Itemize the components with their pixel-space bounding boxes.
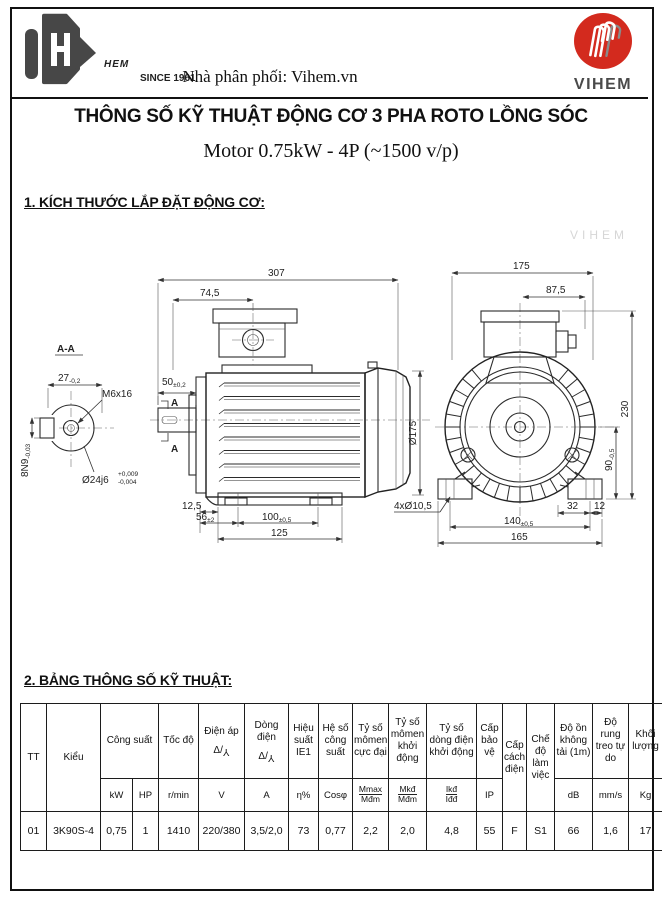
header xyxy=(12,9,648,99)
spec-col-unit: η% xyxy=(289,779,319,812)
fin-line xyxy=(219,397,224,401)
fin-line xyxy=(576,401,590,406)
spec-table xyxy=(20,703,662,851)
dim-side-100: $100_{\pm 0,5}$ xyxy=(262,512,292,524)
fin-line xyxy=(559,473,569,484)
fin-line xyxy=(455,390,468,398)
dim-side-foot-length: 125 xyxy=(271,528,288,539)
spec-cell-value: F xyxy=(503,812,527,851)
fin-line xyxy=(219,424,224,428)
spec-col-title: Cấp bảo vệ xyxy=(477,704,503,779)
section-2-heading: 2. BẢNG THÔNG SỐ KỸ THUẬT: xyxy=(24,672,232,688)
spec-cell-value: 220/380 xyxy=(199,812,245,851)
fin-line xyxy=(559,370,569,381)
document-title: THÔNG SỐ KỸ THUẬT ĐỘNG CƠ 3 PHA ROTO LỒNG SÓC xyxy=(74,106,588,127)
spec-cell-value: 0,75 xyxy=(101,812,133,851)
spec-cell-value: 4,8 xyxy=(427,812,477,851)
spec-col-title: Tỷ số mômen khởi động xyxy=(389,704,427,779)
vihem-logo-text: VIHEM xyxy=(573,76,633,93)
spec-col-title: Hiệu suất IE1 xyxy=(289,704,319,779)
spec-cell-value: 55 xyxy=(477,812,503,851)
dim-front-holes: 4xØ10,5 xyxy=(394,501,432,512)
fin-line xyxy=(219,383,224,387)
spec-cell-value: 3K90S-4 xyxy=(47,812,101,851)
spec-cell-value: 17 xyxy=(629,812,662,851)
spec-cell-value: 0,77 xyxy=(319,812,353,851)
spec-col-title: Điện áp Δ/Y xyxy=(199,704,245,779)
spec-col-title: Kiểu xyxy=(47,704,101,812)
dim-aa-shaft-tol-minus: -0,004 xyxy=(118,479,137,486)
fin-line xyxy=(219,478,224,482)
spec-col-unit: IP xyxy=(477,779,503,812)
fin-line xyxy=(219,464,224,468)
dim-front-12: 12 xyxy=(594,501,606,512)
spec-col-unit: dB xyxy=(555,779,593,812)
fin-line xyxy=(450,401,464,406)
dim-front-32: 32 xyxy=(567,501,579,512)
spec-col-unit: V xyxy=(199,779,245,812)
side-view xyxy=(150,268,430,543)
dim-aa-key: $8N9_{-0,03}$ xyxy=(20,443,32,477)
dim-front-base-width: 165 xyxy=(511,532,528,543)
spec-col-title: Dòng điện Δ/Y xyxy=(245,704,289,779)
spec-col-title: Hệ số công suất xyxy=(319,704,353,779)
dim-front-width: 175 xyxy=(513,261,530,272)
fin-line xyxy=(446,437,461,440)
fin-line xyxy=(446,414,461,417)
motor-subtitle: Motor 0.75kW - 4P (~1500 v/p) xyxy=(203,140,459,162)
spec-col-unit: $\frac{Mmax}{\text{Mđm}}$ xyxy=(353,779,389,812)
spec-col-unit: kW xyxy=(101,779,133,812)
dim-aa-shaft-dia: Ø24j6 xyxy=(82,475,109,486)
distributor-text: Nhà phân phối: Vihem.vn xyxy=(182,67,358,86)
section-aa-label: A-A xyxy=(57,344,75,355)
section-aa-view xyxy=(20,344,138,486)
fin-line xyxy=(541,483,546,497)
hem-since-text: SINCE 1961 xyxy=(140,73,196,84)
fin-line xyxy=(219,437,224,441)
dim-side-box-offset: 74,5 xyxy=(200,288,220,299)
spec-col-unit: mm/s xyxy=(593,779,629,812)
spec-col-title: Tốc độ xyxy=(159,704,199,779)
section-mark-bottom: A xyxy=(171,444,179,455)
spec-cell-value: 3,5/2,0 xyxy=(245,812,289,851)
spec-col-title: Tỷ số mômen cực đại xyxy=(353,704,389,779)
hem-logo-text: HEM xyxy=(104,59,130,70)
dim-side-56: $56_{\pm 2}$ xyxy=(196,512,215,524)
fin-line xyxy=(579,414,594,417)
fin-line xyxy=(219,410,224,414)
spec-col-title: Tỷ số dòng điện khởi động xyxy=(427,704,477,779)
dim-aa-shaft-tol-plus: +0,009 xyxy=(118,471,139,478)
dimension-drawing xyxy=(10,225,652,660)
spec-col-unit: $\frac{\text{Ikđ}}{\text{Iđđ}}$ xyxy=(427,779,477,812)
dim-front-box: 87,5 xyxy=(546,285,566,296)
spec-col-unit: $\frac{\text{Mkđ}}{\text{Mđm}}$ xyxy=(389,779,427,812)
spec-col-title: Độ ồn không tải (1m) xyxy=(555,704,593,779)
dim-front-axis-height: $90_{-0,5}$ xyxy=(604,448,616,471)
spec-cell-value: 1410 xyxy=(159,812,199,851)
dim-aa-width: $27_{-0,2}$ xyxy=(58,373,81,385)
vihem-logo-icon xyxy=(571,11,635,73)
fin-line xyxy=(566,379,577,389)
spec-col-unit: Cosφ xyxy=(319,779,353,812)
dim-front-hole-span: $140_{\pm 0,5}$ xyxy=(504,516,534,528)
section-1-heading: 1. KÍCH THƯỚC LẮP ĐẶT ĐỘNG CƠ: xyxy=(24,194,265,210)
fin-line xyxy=(472,370,482,381)
spec-cell-value: 1 xyxy=(133,812,159,851)
spec-col-title: Độ rung treo tự do xyxy=(593,704,629,779)
fin-line xyxy=(507,486,510,501)
fin-line xyxy=(483,479,491,492)
front-view xyxy=(394,261,636,547)
spec-cell-value: 01 xyxy=(21,812,47,851)
fin-line xyxy=(219,451,224,455)
spec-col-unit: A xyxy=(245,779,289,812)
fin-line xyxy=(572,390,585,398)
fin-line xyxy=(579,437,594,440)
spec-col-unit: r/min xyxy=(159,779,199,812)
spec-cell-value: 73 xyxy=(289,812,319,851)
spec-col-unit: HP xyxy=(133,779,159,812)
spec-cell-value: 2,0 xyxy=(389,812,427,851)
dim-side-foot-front: 12,5 xyxy=(182,501,202,512)
dim-front-height: 230 xyxy=(620,400,631,418)
dim-side-shaft-length: $50_{\pm 0,2}$ xyxy=(162,377,186,389)
spec-col-title: Công suất xyxy=(101,704,159,779)
dim-side-total: 307 xyxy=(268,268,285,279)
spec-cell-value: 66 xyxy=(555,812,593,851)
fin-line xyxy=(472,473,482,484)
fin-line xyxy=(550,479,558,492)
spec-cell-value: 2,2 xyxy=(353,812,389,851)
vihem-watermark: VIHEM xyxy=(570,228,629,242)
fin-line xyxy=(566,466,577,476)
spec-col-title: Cấp cách điện xyxy=(503,704,527,812)
fin-line xyxy=(530,486,533,501)
fin-line xyxy=(494,483,499,497)
spec-cell-value: 1,6 xyxy=(593,812,629,851)
dim-side-frame-dia: Ø175 xyxy=(408,420,419,446)
spec-col-title: Khối lượng xyxy=(629,704,662,779)
spec-col-title: TT xyxy=(21,704,47,812)
dim-aa-screw: M6x16 xyxy=(102,389,133,400)
fin-line xyxy=(463,379,474,389)
spec-col-title: Chế độ làm việc xyxy=(527,704,555,812)
spec-col-unit: Kg xyxy=(629,779,662,812)
vihem-logo xyxy=(564,11,642,94)
fin-line xyxy=(463,466,474,476)
spec-cell-value: S1 xyxy=(527,812,555,851)
section-mark-top: A xyxy=(171,398,179,409)
